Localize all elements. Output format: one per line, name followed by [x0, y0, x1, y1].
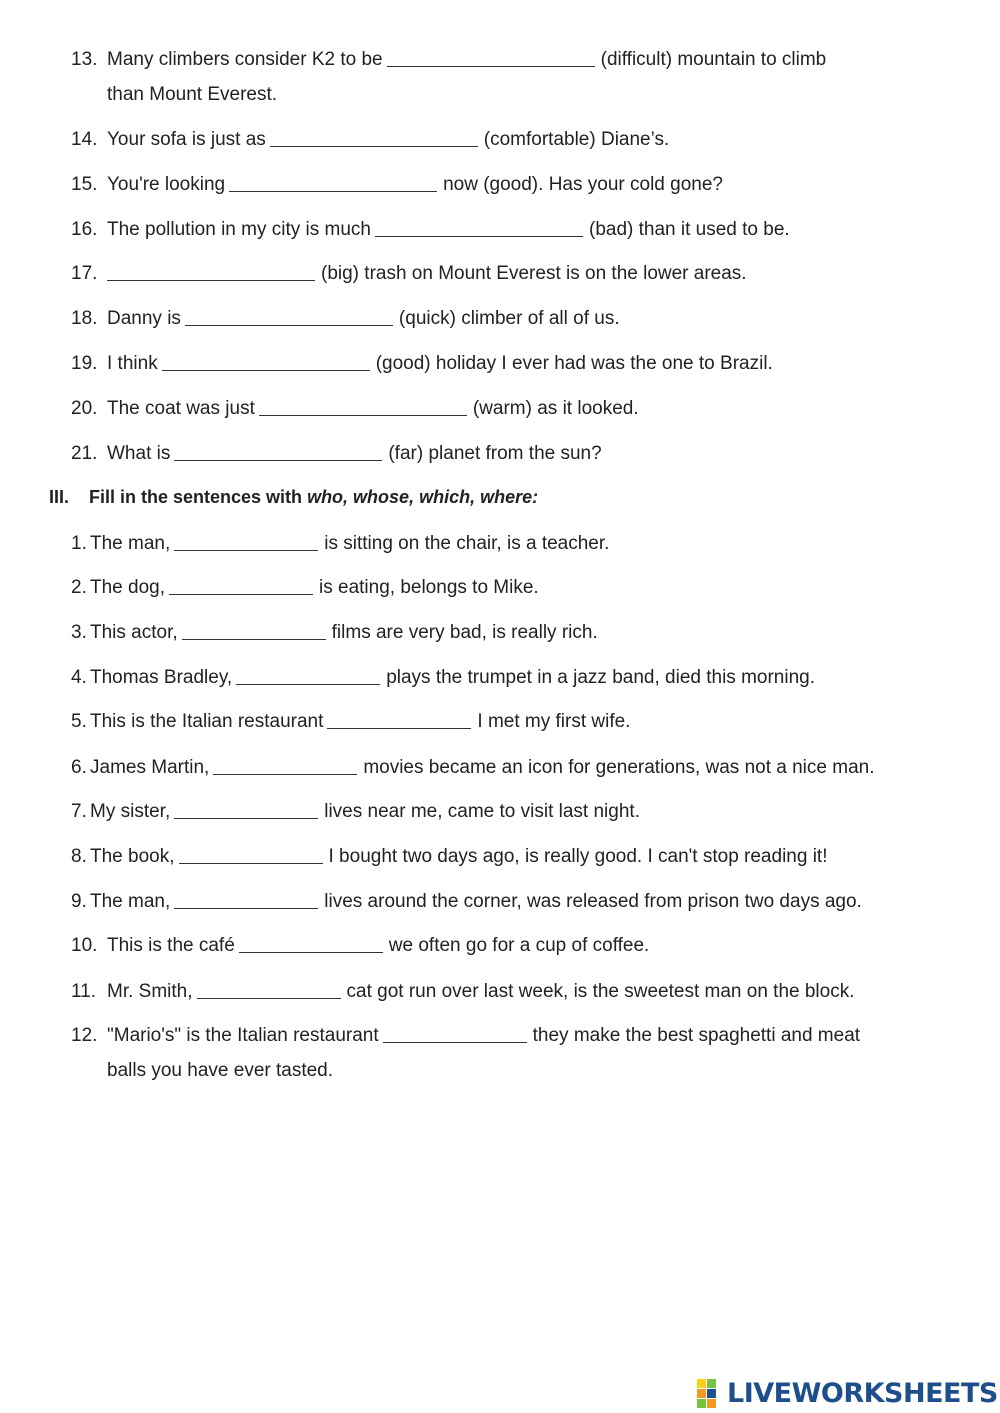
relative-question-9: The man, lives around the corner, was released from prison two days ago.: [90, 891, 862, 912]
item-number: 16.: [71, 219, 98, 240]
item-number: 15.: [71, 174, 98, 195]
item-number: 6.: [71, 757, 87, 778]
item-number: 12.: [71, 1025, 98, 1046]
answer-blank[interactable]: [107, 264, 315, 281]
item-number: 9.: [71, 891, 87, 912]
answer-blank[interactable]: [270, 130, 478, 147]
relative-question-6: James Martin, movies became an icon for generations, was not a nice man.: [90, 757, 875, 778]
item-number: 8.: [71, 846, 87, 867]
answer-blank[interactable]: [185, 309, 393, 326]
item-number: 19.: [71, 353, 98, 374]
relative-question-1: The man, is sitting on the chair, is a teacher.: [90, 533, 610, 554]
answer-blank[interactable]: [327, 712, 471, 729]
item-number: 18.: [71, 308, 98, 329]
item-number: 10.: [71, 935, 98, 956]
relative-question-8: The book, I bought two days ago, is really good. I can't stop reading it!: [90, 846, 828, 867]
relative-question-2: The dog, is eating, belongs to Mike.: [90, 577, 539, 598]
question-17: (big) trash on Mount Everest is on the lower areas.: [103, 264, 747, 283]
question-20: The coat was just (warm) as it looked.: [107, 398, 639, 419]
answer-blank[interactable]: [213, 758, 357, 775]
answer-blank[interactable]: [387, 50, 595, 67]
answer-blank[interactable]: [197, 982, 341, 999]
question-16: The pollution in my city is much (bad) than it used to be.: [107, 219, 790, 240]
relative-question-10: This is the café we often go for a cup of coffee.: [107, 935, 650, 956]
answer-blank[interactable]: [179, 847, 323, 864]
relative-question-11: Mr. Smith, cat got run over last week, is the sweetest man on the block.: [107, 981, 855, 1002]
item-number: 20.: [71, 398, 98, 419]
relative-question-3: This actor, films are very bad, is really rich.: [90, 622, 598, 643]
answer-blank[interactable]: [174, 802, 318, 819]
answer-blank[interactable]: [162, 354, 370, 371]
question-19: I think (good) holiday I ever had was the one to Brazil.: [107, 353, 773, 374]
item-number: 5.: [71, 711, 87, 732]
item-number: 17.: [71, 263, 98, 284]
item-number: 7.: [71, 801, 87, 822]
answer-blank[interactable]: [169, 578, 313, 595]
relative-question-12: "Mario's" is the Italian restaurant they make the best spaghetti and meat: [107, 1025, 861, 1046]
item-number: 13.: [71, 49, 98, 70]
relative-question-5: This is the Italian restaurant I met my first wife.: [90, 711, 631, 732]
item-number: 21.: [71, 443, 98, 464]
answer-blank[interactable]: [383, 1026, 527, 1043]
question-18: Danny is (quick) climber of all of us.: [107, 308, 620, 329]
item-number: 14.: [71, 129, 98, 150]
liveworksheets-logo[interactable]: [697, 1379, 998, 1407]
answer-blank[interactable]: [236, 668, 380, 685]
question-14: Your sofa is just as (comfortable) Diane’s.: [107, 129, 670, 150]
question-13: Many climbers consider K2 to be (difficult) mountain to climb: [107, 49, 827, 70]
relative-question-4: Thomas Bradley, plays the trumpet in a jazz band, died this morning.: [90, 667, 815, 688]
question-21: What is (far) planet from the sun?: [107, 443, 602, 464]
item-number: 11.: [71, 981, 97, 1002]
relative-question-7: My sister, lives near me, came to visit last night.: [90, 801, 640, 822]
item-number: 1.: [71, 533, 87, 554]
answer-blank[interactable]: [229, 175, 437, 192]
logo-squares-icon: [697, 1379, 725, 1407]
logo-text: LIVEWORKSHEETS: [727, 1377, 998, 1409]
answer-blank[interactable]: [182, 623, 326, 640]
answer-blank[interactable]: [174, 534, 318, 551]
section-heading: III. Fill in the sentences with who, whose, which, where:: [49, 487, 539, 507]
item-number: 2.: [71, 577, 87, 598]
item-number: 3.: [71, 622, 87, 643]
relative-question-12-continued: balls you have ever tasted.: [107, 1060, 334, 1081]
question-15: You're looking now (good). Has your cold gone?: [107, 174, 723, 195]
answer-blank[interactable]: [259, 399, 467, 416]
answer-blank[interactable]: [174, 892, 318, 909]
answer-blank[interactable]: [174, 444, 382, 461]
question-13-continued: than Mount Everest.: [107, 84, 278, 105]
answer-blank[interactable]: [239, 936, 383, 953]
answer-blank[interactable]: [375, 220, 583, 237]
item-number: 4.: [71, 667, 87, 688]
